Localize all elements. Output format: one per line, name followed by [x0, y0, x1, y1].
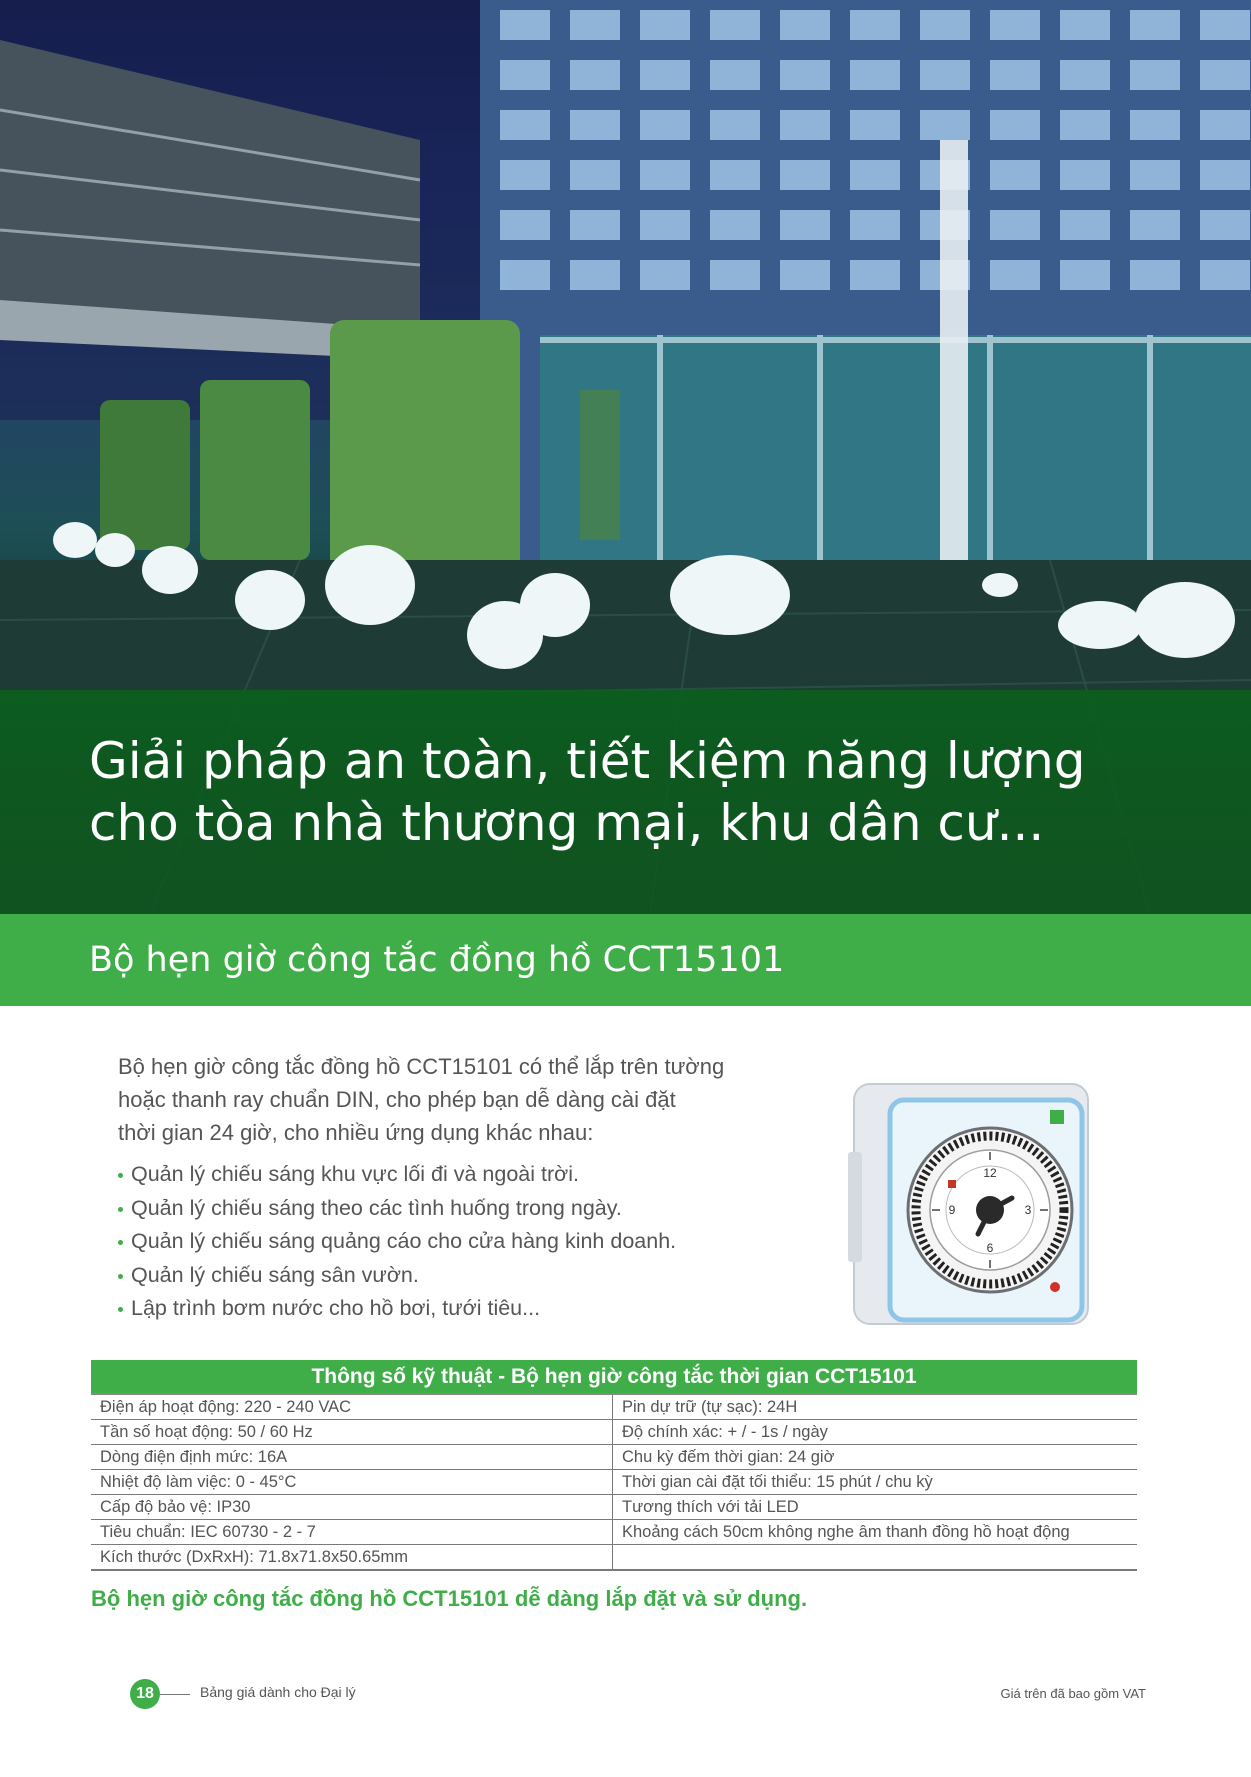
feature-item: Quản lý chiếu sáng theo các tình huống trong ngày.	[118, 1192, 818, 1226]
hero-title-line: Giải pháp an toàn, tiết kiệm năng lượng	[89, 732, 1086, 790]
spec-cell: Pin dự trữ (tự sạc): 24H	[613, 1394, 1138, 1420]
spec-cell: Điện áp hoạt động: 220 - 240 VAC	[91, 1394, 613, 1420]
spec-table-header: Thông số kỹ thuật - Bộ hẹn giờ công tắc thời gian CCT15101	[91, 1360, 1137, 1394]
feature-item: Quản lý chiếu sáng khu vực lối đi và ngoài trời.	[118, 1158, 818, 1192]
intro-line: thời gian 24 giờ, cho nhiều ứng dụng khác nhau:	[118, 1120, 594, 1145]
intro-paragraph	[118, 1050, 818, 1149]
spec-table	[91, 1360, 1137, 1571]
intro-line: Bộ hẹn giờ công tắc đồng hồ CCT15101 có thể lắp trên tường	[118, 1054, 725, 1079]
dial-number-6: 6	[986, 1241, 994, 1255]
spec-row	[91, 1470, 1137, 1495]
spec-cell	[613, 1545, 1138, 1571]
spec-cell: Độ chính xác: + / - 1s / ngày	[613, 1420, 1138, 1445]
hero-title-line: cho tòa nhà thương mại, khu dân cư...	[89, 794, 1045, 852]
footer-right-text: Giá trên đã bao gồm VAT	[1000, 1686, 1146, 1701]
spec-row	[91, 1420, 1137, 1445]
spec-row	[91, 1545, 1137, 1571]
spec-cell: Kích thước (DxRxH): 71.8x71.8x50.65mm	[91, 1545, 613, 1571]
spec-cell: Tương thích với tải LED	[613, 1495, 1138, 1520]
dial-number-9: 9	[948, 1203, 956, 1217]
page-number-badge: 18	[130, 1679, 160, 1709]
closing-tagline: Bộ hẹn giờ công tắc đồng hồ CCT15101 dễ dàng lắp đặt và sử dụng.	[91, 1586, 808, 1611]
product-image	[840, 1062, 1100, 1342]
spec-table-header-row	[91, 1360, 1137, 1394]
feature-item: Lập trình bơm nước cho hồ bơi, tưới tiêu...	[118, 1292, 818, 1326]
dial-number-3: 3	[1024, 1203, 1032, 1217]
spec-row	[91, 1495, 1137, 1520]
hero-title	[89, 730, 1209, 854]
feature-item: Quản lý chiếu sáng sân vườn.	[118, 1259, 818, 1293]
spec-cell: Khoảng cách 50cm không nghe âm thanh đồng hồ hoạt động	[613, 1520, 1138, 1545]
footer-left-text: Bảng giá dành cho Đại lý	[200, 1684, 356, 1700]
spec-cell: Tần số hoạt động: 50 / 60 Hz	[91, 1420, 613, 1445]
spec-row	[91, 1394, 1137, 1420]
spec-cell: Dòng điện định mức: 16A	[91, 1445, 613, 1470]
footer-divider	[160, 1694, 190, 1695]
timer-switch-icon	[840, 1062, 1100, 1342]
section-title: Bộ hẹn giờ công tắc đồng hồ CCT15101	[89, 940, 785, 980]
intro-line: hoặc thanh ray chuẩn DIN, cho phép bạn dễ dàng cài đặt	[118, 1087, 676, 1112]
spec-cell: Thời gian cài đặt tối thiểu: 15 phút / chu kỳ	[613, 1470, 1138, 1495]
spec-cell: Tiêu chuẩn: IEC 60730 - 2 - 7	[91, 1520, 613, 1545]
feature-list	[118, 1158, 818, 1326]
feature-item: Quản lý chiếu sáng quảng cáo cho cửa hàng kinh doanh.	[118, 1225, 818, 1259]
spec-cell: Chu kỳ đếm thời gian: 24 giờ	[613, 1445, 1138, 1470]
spec-cell: Cấp độ bảo vệ: IP30	[91, 1495, 613, 1520]
spec-row	[91, 1445, 1137, 1470]
section-header-bar	[0, 914, 1251, 1006]
spec-row	[91, 1520, 1137, 1545]
spec-cell: Nhiệt độ làm việc: 0 - 45°C	[91, 1470, 613, 1495]
dial-number-12: 12	[983, 1166, 997, 1180]
